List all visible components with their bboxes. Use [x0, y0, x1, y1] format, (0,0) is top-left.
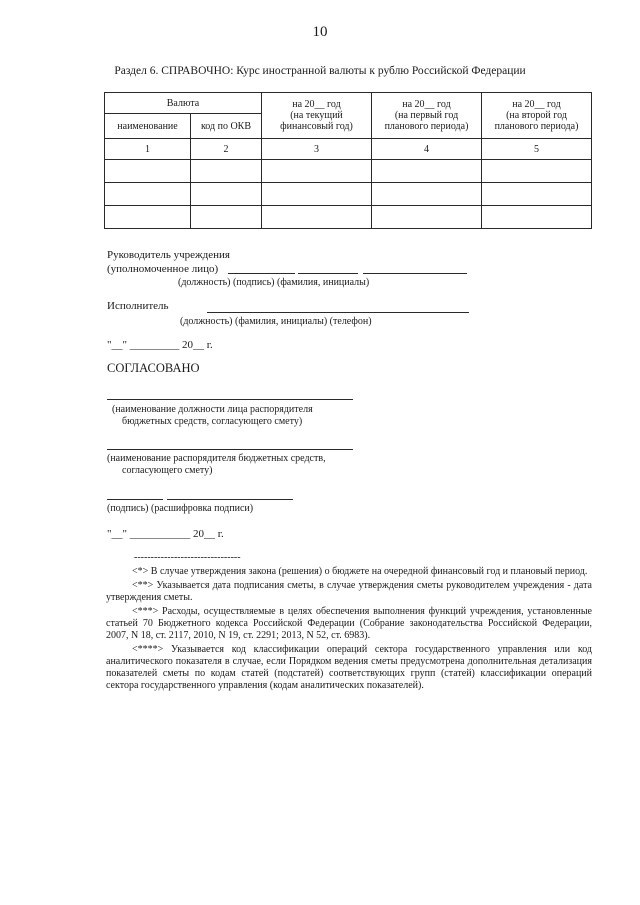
signature-transcript-line[interactable] — [167, 499, 293, 500]
approver-caption-2: бюджетных средств, согласующего смету) — [122, 416, 303, 427]
column-number-row — [105, 139, 592, 160]
second-plan-year-header: на 20__ год (на второй год планового периода) — [482, 93, 592, 139]
exchange-rate-table — [104, 92, 592, 229]
executor-caption: (должность) (фамилия, инициалы) (телефон) — [180, 316, 372, 327]
current-year-header: на 20__ год (на текущий финансовый год) — [262, 93, 372, 139]
section-title: Раздел 6. СПРАВОЧНО: Курс иностранной валюты к рублю Российской Федерации — [114, 65, 526, 77]
currency-header: Валюта — [105, 93, 262, 114]
column-number: 4 — [372, 139, 482, 160]
column-number: 1 — [105, 139, 191, 160]
column-number: 3 — [262, 139, 372, 160]
okv-code-column-header: код по ОКВ — [191, 114, 262, 139]
head-caption: (должность) (подпись) (фамилия, инициалы) — [178, 277, 370, 288]
signature-line[interactable] — [107, 499, 163, 500]
name-column-header: наименование — [105, 114, 191, 139]
footnote-1: <*> В случае утверждения закона (решения) о бюджете на очередной финансовый год и плановый период. — [132, 566, 588, 577]
table-cell[interactable] — [482, 160, 592, 183]
table-row — [105, 206, 592, 229]
manager-name-line[interactable] — [107, 449, 353, 450]
executor-line[interactable] — [207, 312, 469, 313]
table-cell[interactable] — [191, 160, 262, 183]
table-row — [105, 160, 592, 183]
footnote-separator: -------------------------------- — [134, 552, 241, 563]
agreed-heading: СОГЛАСОВАНО — [107, 361, 200, 375]
footnote-3: <***> Расходы, осуществляемые в целях обеспечения выполнения функций учреждения, установленные статьей 70 Бюджетного кодекса Российской Федерации (Собрание законодательства Российской Федерации, 2007, N 18, ст. 2117, 2010, N 19, ст. 2291; 2013, N 52, ст. 6983). — [106, 606, 592, 641]
table-cell[interactable] — [191, 183, 262, 206]
date-field[interactable]: "__" _________ 20__ г. — [107, 339, 213, 351]
head-position-line[interactable] — [228, 273, 295, 274]
manager-caption-2: согласующего смету) — [122, 465, 213, 476]
signature-caption: (подпись) (расшифровка подписи) — [107, 503, 254, 514]
head-label-authorized: (уполномоченное лицо) — [107, 263, 219, 275]
footnote-4: <****> Указывается код классификации операций сектора государственного управления или код аналитического показателя в случае, если Порядком ведения сметы предусмотрена дополнительная детализация показателей сметы по кодам статей (подстатей) соответствующих групп (статей) классификации операций сектора государственного управления (кодам аналитических показателей). — [106, 644, 592, 691]
manager-caption-1: (наименование распорядителя бюджетных средств, — [107, 453, 326, 464]
head-name-line[interactable] — [363, 273, 467, 274]
head-label: Руководитель учреждения — [107, 249, 230, 261]
table-header-row — [105, 93, 592, 114]
table-cell[interactable] — [482, 206, 592, 229]
executor-label: Исполнитель — [107, 300, 169, 312]
approver-caption-1: (наименование должности лица распорядителя — [112, 404, 313, 415]
table-cell[interactable] — [262, 160, 372, 183]
table-cell[interactable] — [372, 206, 482, 229]
approver-position-line[interactable] — [107, 399, 353, 400]
table-cell[interactable] — [105, 206, 191, 229]
table-cell[interactable] — [105, 160, 191, 183]
approval-date-field[interactable]: "__" ___________ 20__ г. — [107, 528, 224, 540]
column-number: 2 — [191, 139, 262, 160]
first-plan-year-header: на 20__ год (на первый год планового периода) — [372, 93, 482, 139]
table-cell[interactable] — [262, 206, 372, 229]
table-row — [105, 183, 592, 206]
head-signature-line[interactable] — [298, 273, 358, 274]
table-cell[interactable] — [372, 160, 482, 183]
table-cell[interactable] — [262, 183, 372, 206]
column-number: 5 — [482, 139, 592, 160]
table-cell[interactable] — [191, 206, 262, 229]
table-cell[interactable] — [482, 183, 592, 206]
footnotes — [106, 566, 592, 694]
footnote-2: <**> Указывается дата подписания сметы, в случае утверждения сметы руководителем учреждения - дата утверждения сметы. — [106, 580, 592, 603]
table-cell[interactable] — [105, 183, 191, 206]
table-cell[interactable] — [372, 183, 482, 206]
page-number: 10 — [312, 24, 328, 40]
